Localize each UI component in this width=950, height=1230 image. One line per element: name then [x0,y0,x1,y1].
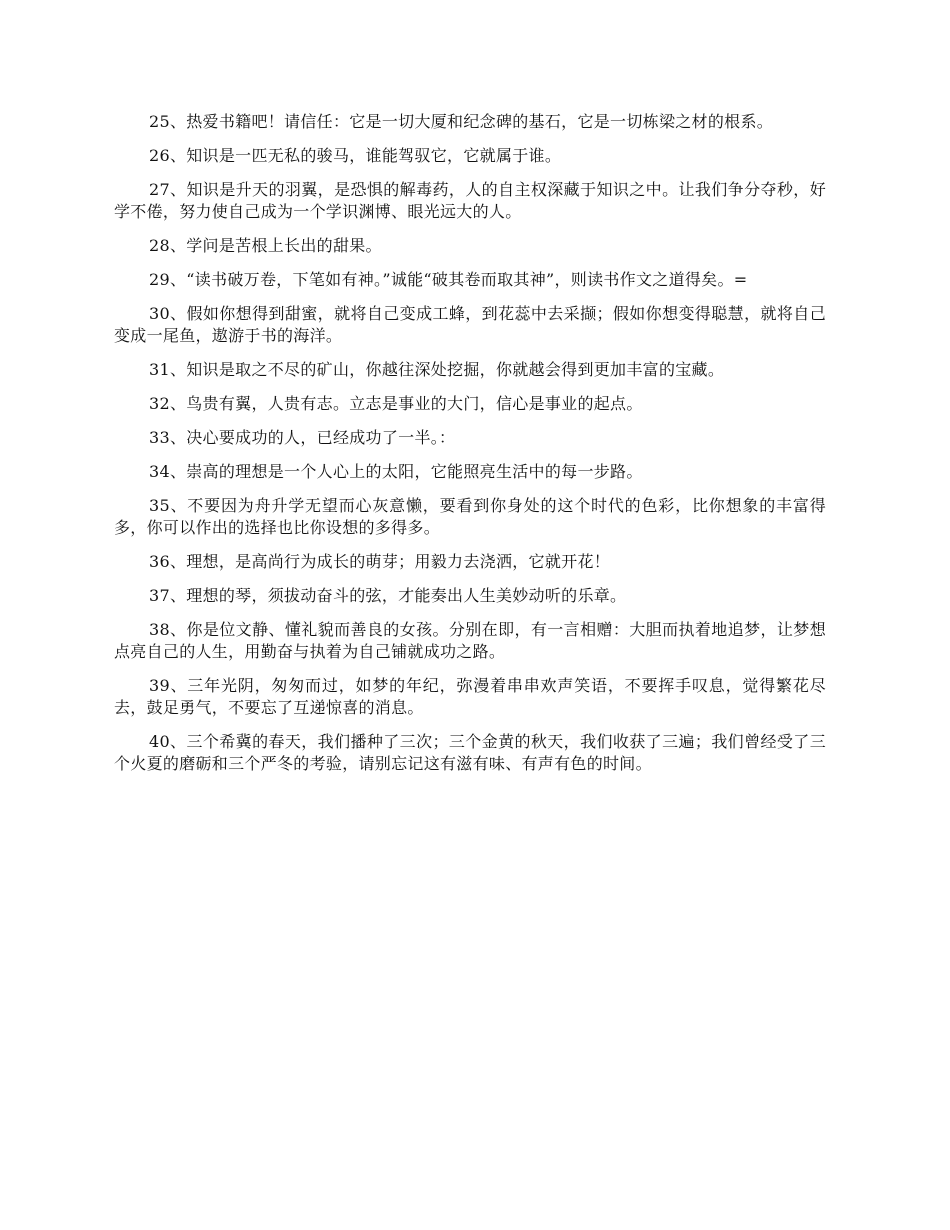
paragraph-31: 31、知识是取之不尽的矿山，你越往深处挖掘，你就越会得到更加丰富的宝藏。 [149,360,725,379]
paragraph-39: 39、三年光阴，匆匆而过，如梦的年纪，弥漫着串串欢声笑语，不要挥手叹息，觉得繁花尽去，鼓足勇气，不要忘了互递惊喜的消息。 [114,676,826,717]
paragraph-30: 30、假如你想得到甜蜜，就将自己变成工蜂，到花蕊中去采撷；假如你想变得聪慧，就将自己变成一尾鱼，遨游于书的海洋。 [114,304,826,345]
paragraph-35: 35、不要因为舟升学无望而心灰意懒，要看到你身处的这个时代的色彩，比你想象的丰富得多，你可以作出的选择也比你设想的多得多。 [114,496,826,537]
document-body [114,111,826,787]
paragraph-28: 28、学问是苦根上长出的甜果。 [149,236,382,255]
paragraph-32: 32、鸟贵有翼，人贵有志。立志是事业的大门，信心是事业的起点。 [149,394,643,413]
paragraph-34: 34、崇高的理想是一个人心上的太阳，它能照亮生活中的每一步路。 [149,462,643,481]
paragraph-40: 40、三个希冀的春天，我们播种了三次；三个金黄的秋天，我们收获了三遍；我们曾经受了三个火夏的磨砺和三个严冬的考验，请别忘记这有滋有味、有声有色的时间。 [114,732,826,773]
paragraph-37: 37、理想的琴，须拔动奋斗的弦，才能奏出人生美妙动听的乐章。 [149,586,627,605]
paragraph-26: 26、知识是一匹无私的骏马，谁能驾驭它，它就属于谁。 [149,146,562,165]
paragraph-36: 36、理想，是高尚行为成长的萌芽；用毅力去浇洒，它就开花！ [149,552,611,571]
paragraph-29: 29、“读书破万卷，下笔如有神。”诚能“破其卷而取其神”，则读书作文之道得矣。= [149,270,748,289]
paragraph-27: 27、知识是升天的羽翼，是恐惧的解毒药，人的自主权深藏于知识之中。让我们争分夺秒，好学不倦，努力使自己成为一个学识渊博、眼光远大的人。 [114,180,826,221]
paragraph-38: 38、你是位文静、懂礼貌而善良的女孩。分别在即，有一言相赠：大胆而执着地追梦，让梦想点亮自己的人生，用勤奋与执着为自己铺就成功之路。 [114,620,826,661]
paragraph-33: 33、决心要成功的人，已经成功了一半。： [149,428,456,447]
paragraph-25: 25、热爱书籍吧！请信任：它是一切大厦和纪念碑的基石，它是一切栋梁之材的根系。 [149,112,774,131]
